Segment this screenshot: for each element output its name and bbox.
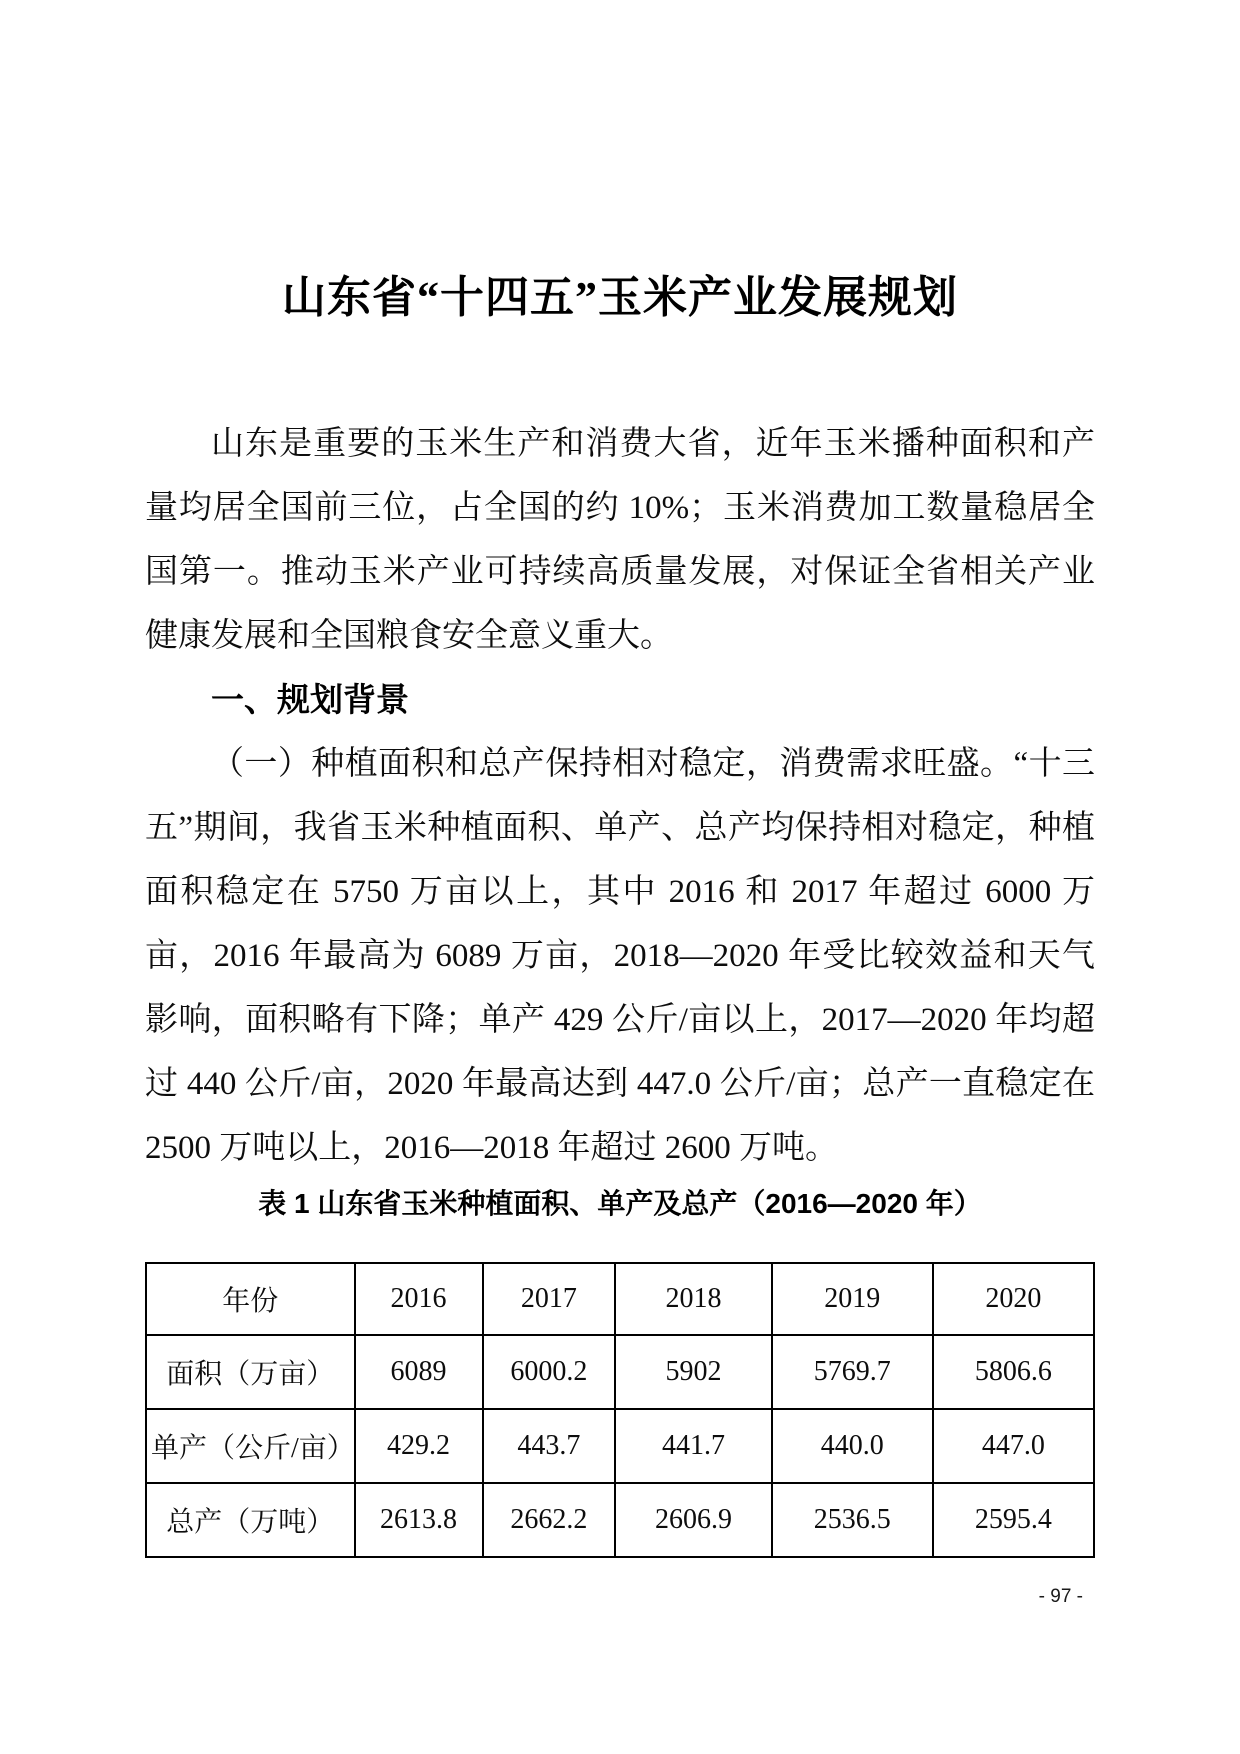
table-cell: 2536.5 (772, 1483, 933, 1557)
header-cell-2017: 2017 (483, 1263, 616, 1335)
table-cell: 2613.8 (355, 1483, 483, 1557)
table-cell: 6089 (355, 1335, 483, 1409)
page-number: - 97 - (1038, 1586, 1083, 1607)
table-cell: 5902 (615, 1335, 771, 1409)
header-cell-2020: 2020 (933, 1263, 1094, 1335)
row-label-total: 总产（万吨） (146, 1483, 355, 1557)
corn-stats-table (145, 1262, 1095, 1558)
subsection-paragraph (145, 732, 1095, 1180)
table-cell: 441.7 (615, 1409, 771, 1483)
header-cell-2018: 2018 (615, 1263, 771, 1335)
header-cell-2019: 2019 (772, 1263, 933, 1335)
table-caption: 表 1 山东省玉米种植面积、单产及总产（2016—2020 年） (258, 1188, 982, 1219)
row-label-area: 面积（万亩） (146, 1335, 355, 1409)
table-cell: 440.0 (772, 1409, 933, 1483)
table-cell: 6000.2 (483, 1335, 616, 1409)
header-cell-year: 年份 (146, 1263, 355, 1335)
table-cell: 447.0 (933, 1409, 1094, 1483)
subsection-body: “十三五”期间，我省玉米种植面积、单产、总产均保持相对稳定，种植面积稳定在 5750 万亩以上，其中 2016 和 2017 年超过 6000 万亩，2016 年最高为 6089 万亩，2018—2020 年受比较效益和天气影响，面积略有下降；单产 429 公斤/亩以上，2017—2020 年均超过 440 公斤/亩，2020 年最高达到 447.0 公斤/亩；总产一直稳定在 2500 万吨以上，2016—2018 年超过 2600 万吨。 (145, 746, 1096, 1166)
table-header-row (146, 1263, 1094, 1335)
table-cell: 2606.9 (615, 1483, 771, 1557)
table-row-area (146, 1335, 1094, 1409)
table-cell: 429.2 (355, 1409, 483, 1483)
table-cell: 443.7 (483, 1409, 616, 1483)
table-cell: 5769.7 (772, 1335, 933, 1409)
table-cell: 5806.6 (933, 1335, 1094, 1409)
row-label-yield: 单产（公斤/亩） (146, 1409, 355, 1483)
table-row-yield (146, 1409, 1094, 1483)
table-cell: 2662.2 (483, 1483, 616, 1557)
table-cell: 2595.4 (933, 1483, 1094, 1557)
page-title: 山东省“十四五”玉米产业发展规划 (282, 273, 958, 322)
subsection-lead: （一）种植面积和总产保持相对稳定，消费需求旺盛。 (211, 746, 1014, 782)
header-cell-2016: 2016 (355, 1263, 483, 1335)
table-row-total (146, 1483, 1094, 1557)
section-heading: 一、规划背景 (211, 681, 409, 718)
intro-paragraph: 山东是重要的玉米生产和消费大省，近年玉米播种面积和产量均居全国前三位，占全国的约 10%；玉米消费加工数量稳居全国第一。推动玉米产业可持续高质量发展，对保证全省相关产业健康发展和全国粮食安全意义重大。 (145, 426, 1095, 654)
